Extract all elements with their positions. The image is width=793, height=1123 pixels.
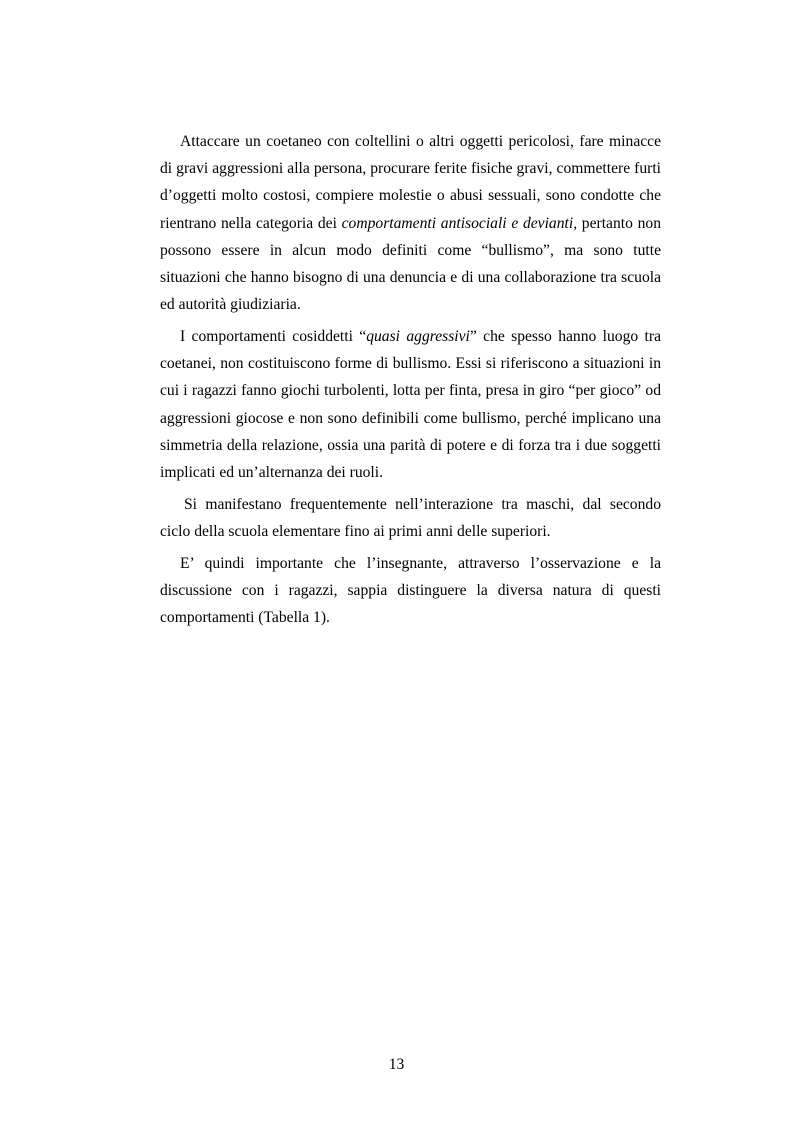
- paragraph-3-text-1: Si manifestano frequentemente nell’interazione tra maschi, dal secondo ciclo della scuola elementare fino ai primi anni delle superiori.: [160, 495, 661, 541]
- paragraph-4: [160, 550, 661, 632]
- paragraph-1: [160, 128, 661, 318]
- paragraph-2-text-1: I comportamenti cosiddetti “: [180, 328, 367, 346]
- page-number: 13: [388, 1056, 405, 1073]
- paragraph-3: [160, 491, 661, 545]
- paragraph-2-italic-term: quasi aggressivi: [366, 328, 470, 346]
- paragraph-1-text-1: Attaccare un coetaneo con coltellini o altri oggetti pericolosi, fare minacce di gravi aggressioni alla persona, procurare ferite fisiche gravi, commettere furti d’oggetti molto costosi, compiere molestie o abusi sessuali, sono condotte che rientrano nella categoria dei: [160, 133, 661, 232]
- paragraph-1-text-2: , pertanto non possono essere in alcun modo definiti come “bullismo”, ma sono tutte situazioni che hanno bisogno di una denuncia e di una collaborazione tra scuola ed autorità giudiziaria.: [160, 214, 661, 314]
- paragraph-2-text-2: ” che spesso hanno luogo tra coetanei, non costituiscono forme di bullismo. Essi si riferiscono a situazioni in cui i ragazzi fanno giochi turbolenti, lotta per finta, presa in giro “per gioco” od aggressioni giocose e non sono definibili come bullismo, perché implicano una simmetria della relazione, ossia una parità di potere e di forza tra i due soggetti implicati ed un’alternanza dei ruoli.: [160, 328, 661, 482]
- paragraph-1-italic-term: comportamenti antisociali e devianti: [341, 214, 574, 232]
- paragraph-4-text-1: E’ quindi importante che l’insegnante, attraverso l’osservazione e la discussione con i ragazzi, sappia distinguere la diversa natura di questi comportamenti (Tabella 1).: [160, 554, 661, 627]
- paragraph-2: [160, 323, 661, 486]
- body-text: [160, 128, 661, 631]
